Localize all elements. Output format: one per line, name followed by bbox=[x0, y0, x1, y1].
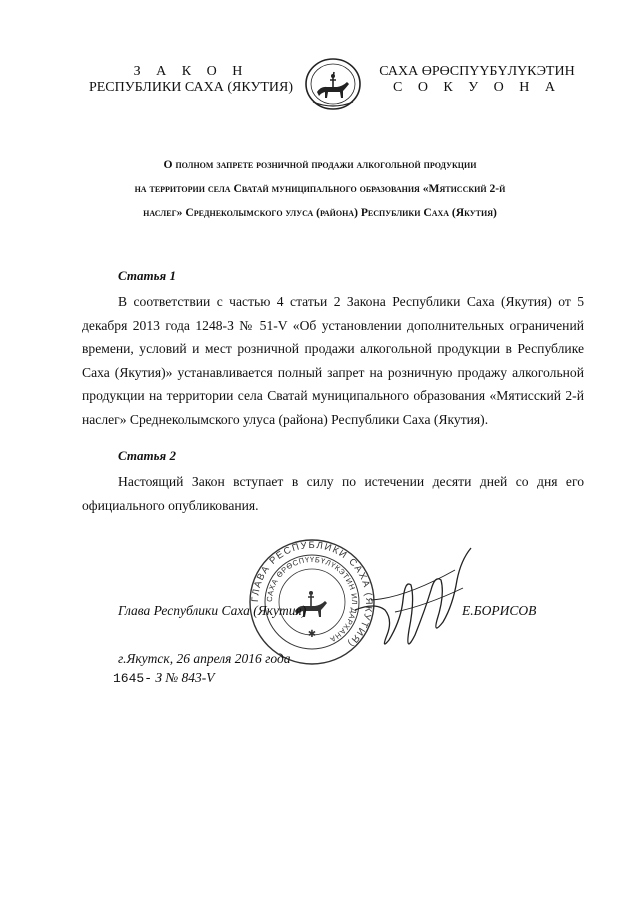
handwritten-signature bbox=[345, 540, 475, 660]
registration-number-printed: З № 843-V bbox=[155, 670, 215, 685]
article-1-text: В соответствии с частью 4 статьи 2 Закона Республики Саха (Якутия) от 5 декабря 2013 года 1248-З № 51-V «Об установлении дополнительных ограничений времени, условий и мест розничной продажи алкогольной продукции в Республике Саха (Якутия)» устанавливается полный запрет на розничную продажу алкогольной продукции на территории села Сватай муниципального образования «Мятисский 2-й наслег» Среднеколымского улуса (района) Республики Саха (Якутия). bbox=[82, 294, 584, 427]
header-republic-name: РЕСПУБЛИКИ САХА (ЯКУТИЯ) bbox=[88, 80, 294, 95]
registration-number-handwritten: 1645- bbox=[113, 671, 153, 686]
signatory-name: Е.БОРИСОВ bbox=[462, 603, 537, 618]
header-republic-name-sakha: САХА ӨРӨСПҮҮБҮЛҮКЭТИН bbox=[379, 64, 575, 79]
title-line-1: О полном запрете розничной продажи алкогольной продукции bbox=[163, 158, 477, 171]
registration-number bbox=[113, 670, 215, 686]
seal-outer-text: ГЛАВА РЕСПУБЛИКИ САХА (ЯКУТИЯ) bbox=[249, 539, 375, 650]
article-1-heading: Статья 1 bbox=[118, 268, 176, 283]
title-line-3: наслег» Среднеколымского улуса (района) Республики Саха (Якутия) bbox=[143, 206, 497, 219]
article-2-text: Настоящий Закон вступает в силу по истечении десяти дней со дня его официального опубликования. bbox=[82, 474, 584, 513]
header-right bbox=[370, 64, 584, 96]
title-line-2: на территории села Сватай муниципального образования «Мятисский 2-й bbox=[134, 182, 506, 195]
svg-text:✱: ✱ bbox=[307, 629, 317, 640]
header-left bbox=[82, 64, 300, 96]
republic-emblem-icon bbox=[303, 56, 363, 112]
article-2-heading: Статья 2 bbox=[118, 448, 176, 463]
seal-inner-text: САХА ӨРӨСПҮҮБҮЛҮКЭТИН ИЛ ДАРХАНА bbox=[264, 554, 360, 645]
signatory-title: Глава Республики Саха (Якутия) bbox=[118, 603, 307, 618]
document-title bbox=[60, 153, 580, 225]
header-law-word: З А К О Н bbox=[133, 64, 249, 79]
header-law-word-sakha: С О К У О Н А bbox=[392, 80, 562, 95]
place-and-date: г.Якутск, 26 апреля 2016 года bbox=[118, 651, 291, 666]
